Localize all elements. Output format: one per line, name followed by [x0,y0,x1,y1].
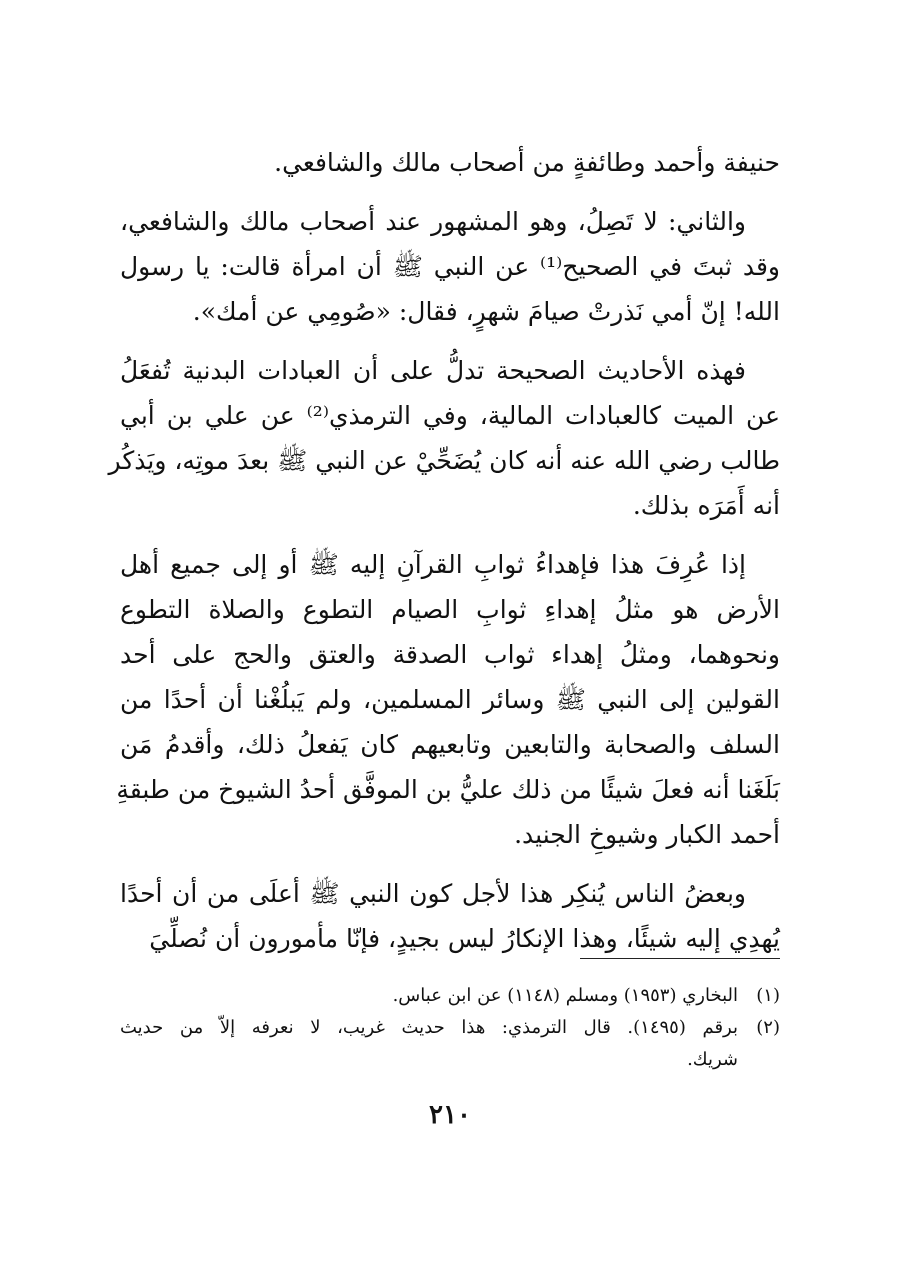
footnote-number: (١) [756,985,780,1006]
text-line: القولين إلى النبي ﷺ وسائر المسلمين، ولم يَبلُغْنا أن أحدًا من [120,685,780,714]
footnote-number: (٢) [756,1017,780,1038]
text-line: الله! إنّ أمي نَذرتْ صيامَ شهرٍ، فقال: «صُومِي عن أمك». [192,297,780,326]
paragraph [116,542,780,857]
footnote-text [120,1012,738,1076]
text-line: حنيفة وأحمد وطائفةٍ من أصحاب مالك والشافعي. [274,148,780,177]
footnote [120,1012,780,1076]
footnote-divider [580,958,780,959]
text-line: الأرض هو مثلُ إهداءِ ثوابِ الصيام التطوع والصلاة التطوع [120,595,780,624]
text-line: والثاني: لا تَصِلُ، وهو المشهور عند أصحاب مالك والشافعي، [120,207,746,236]
text-line: فهذه الأحاديث الصحيحة تدلُّ على أن العبادات البدنية تُفعَلُ [120,356,746,385]
text-line: إذا عُرِفَ هذا فإهداءُ ثوابِ القرآنِ إليه ﷺ أو إلى جميع أهل [120,550,746,579]
text-line: ونحوهما، ومثلُ إهداء ثواب الصدقة والعتق والحج على أحد [120,640,780,669]
footnote-line: شريك. [687,1049,738,1070]
text-line: يُهدِي إليه شيئًا، وهذا الإنكارُ ليس بجيدٍ، فإنّا مأمورون أن نُصلِّيَ [149,924,780,953]
text-line: أحمد الكبار وشيوخِ الجنيد. [514,820,780,849]
footnote-line: البخاري (١٩٥٣) ومسلم (١١٤٨) عن ابن عباس. [392,985,738,1006]
paragraph [120,199,780,334]
footnote-line: برقم (١٤٩٥). قال الترمذي: هذا حديث غريب، لا نعرفه إلاّ من حديث [120,1017,738,1038]
paragraph [120,871,780,961]
paragraph [108,348,780,528]
page-number: ٢١٠ [429,1100,471,1130]
footnote [120,980,780,1012]
footnote-text [120,980,738,1012]
text-line: أنه أَمَرَه بذلك. [632,491,780,520]
text-line: وقد ثبتَ في الصحيح⁽¹⁾ عن النبي ﷺ أن امرأة قالت: يا رسول [120,252,780,281]
page-body [108,140,780,975]
text-line: عن الميت كالعبادات المالية، وفي الترمذي⁽²⁾ عن علي بن أبي [120,401,780,430]
text-line: السلف والصحابة والتابعين وتابعيهم كان يَفعلُ ذلك، وأقدمُ مَن [120,730,780,759]
footnotes [120,980,780,1076]
paragraph [120,140,780,185]
text-line: وبعضُ الناس يُنكِر هذا لأجل كون النبي ﷺ أعلَى من أن أحدًا [120,879,746,908]
text-line: طالب رضي الله عنه أنه كان يُضَحِّيْ عن النبي ﷺ بعدَ موتِه، ويَذكُر [108,446,780,475]
text-line: بَلَغَنا أنه فعلَ شيئًا من ذلك عليُّ بن الموفَّق أحدُ الشيوخ من طبقةِ [116,775,780,804]
